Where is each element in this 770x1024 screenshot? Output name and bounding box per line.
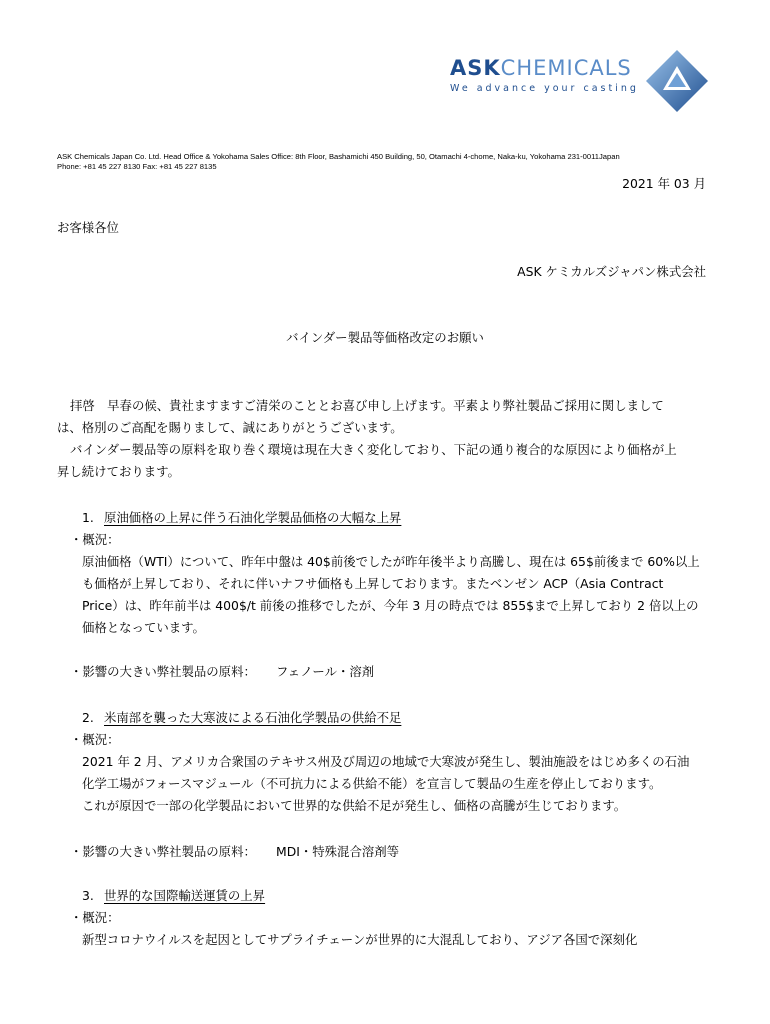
section-body-line: 2021 年 2 月、アメリカ合衆国のテキサス州及び周辺の地域で大寒波が発生し、製油施設をはじめ多くの石油	[82, 754, 690, 769]
section-body-line: 価格となっています。	[82, 620, 205, 635]
company-address: ASK Chemicals Japan Co. Ltd. Head Office & Yokohama Sales Office: 8th Floor, Bashamichi 450 Building, 50, Otamachi 4-chome, Naka-ku, Yokohama 231-0011Japan	[57, 152, 620, 161]
impact-label: ・影響の大きい弊社製品の原料：	[70, 664, 256, 679]
letter-title: バインダー製品等価格改定のお願い	[286, 330, 484, 345]
overview-label: ・概況：	[70, 532, 120, 547]
company-logo	[450, 48, 725, 120]
overview-label: ・概況：	[70, 732, 120, 747]
impact-value: MDI・特殊混合溶剤等	[276, 844, 400, 859]
section-heading: 1. 原油価格の上昇に伴う石油化学製品価格の大幅な上昇	[82, 510, 402, 525]
logo-tagline: We advance your casting	[450, 83, 639, 94]
section-body-line: 原油価格（WTI）について、昨年中盤は 40$前後でしたが昨年後半より高騰し、現在は 65$前後まで 60%以上	[82, 554, 700, 569]
section-heading: 2. 米南部を襲った大寒波による石油化学製品の供給不足	[82, 710, 402, 725]
company-phone-fax: Phone: +81 45 227 8130 Fax: +81 45 227 8135	[57, 162, 217, 171]
impact-label: ・影響の大きい弊社製品の原料：	[70, 844, 256, 859]
intro-line: バインダー製品等の原料を取り巻く環境は現在大きく変化しており、下記の通り複合的な原因により価格が上	[70, 442, 677, 457]
letter-date: 2021 年 03 月	[622, 176, 706, 191]
overview-label: ・概況：	[70, 910, 120, 925]
section-body-line: 化学工場がフォースマジュール（不可抗力による供給不能）を宣言して製品の生産を停止しております。	[82, 776, 662, 791]
intro-line: 拝啓 早春の候、貴社ますますご清栄のこととお喜び申し上げます。平素より弊社製品ご採用に関しまして	[70, 398, 664, 413]
intro-line: 昇し続けております。	[57, 464, 180, 479]
section-heading: 3. 世界的な国際輸送運賃の上昇	[82, 888, 266, 903]
ask-triangle-logo-icon	[644, 48, 710, 114]
logo-wordmark: ASKCHEMICALS	[450, 56, 632, 80]
letter-recipient: お客様各位	[57, 220, 119, 235]
section-body-line: これが原因で一部の化学製品において世界的な供給不足が発生し、価格の高騰が生じております。	[82, 798, 627, 813]
letter-sender: ASK ケミカルズジャパン株式会社	[517, 264, 706, 279]
section-body-line: Price）は、昨年前半は 400$/t 前後の推移でしたが、今年 3 月の時点では 855$まで上昇しており 2 倍以上の	[82, 598, 699, 613]
intro-line: は、格別のご高配を賜りまして、誠にありがとうございます。	[57, 420, 403, 435]
section-body-line: も価格が上昇しており、それに伴いナフサ価格も上昇しております。またベンゼン ACP（Asia Contract	[82, 576, 664, 591]
section-body-line: 新型コロナウイルスを起因としてサプライチェーンが世界的に大混乱しており、アジア各国で深刻化	[82, 932, 638, 947]
impact-value: フェノール・溶剤	[276, 664, 375, 679]
